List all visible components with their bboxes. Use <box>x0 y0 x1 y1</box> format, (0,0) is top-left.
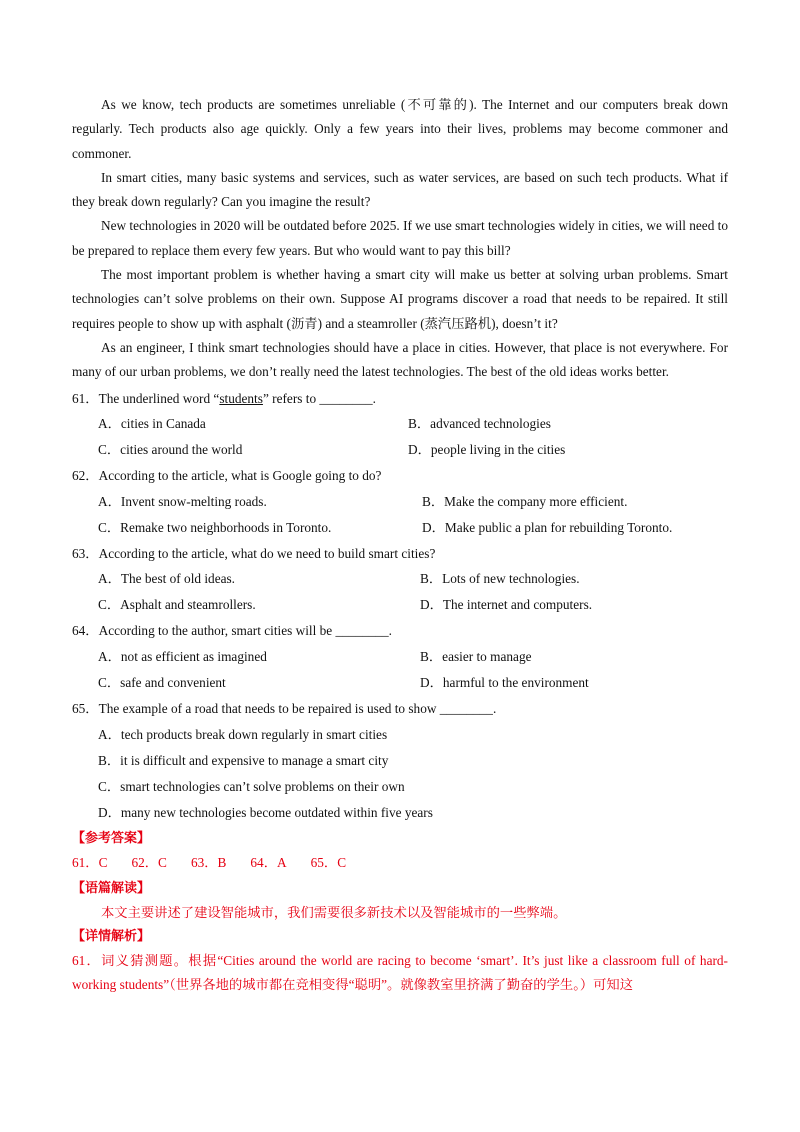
question-62-options-row-1 <box>72 490 728 516</box>
option-62-b: B．Make the company more efficient. <box>422 493 628 509</box>
option-63-d: D．The internet and computers. <box>420 597 593 613</box>
question-61-stem: 61．The underlined word “students” refers to ________. <box>72 390 376 406</box>
option-62-d: D．Make public a plan for rebuilding Toronto. <box>422 519 673 535</box>
paragraph-1: As we know, tech products are sometimes unreliable (不可靠的). The Internet and our computers break down regularly. Tech products also age quickly. Only a few years into their lives, problems may become commoner and commoner. <box>72 97 728 161</box>
question-63-options-row-1 <box>72 567 728 593</box>
option-61-c: C．cities around the world <box>98 442 243 458</box>
question-64-options-row-1 <box>72 645 728 671</box>
question-61-options-row-1 <box>72 412 728 438</box>
answer-61: 61．C <box>72 854 108 870</box>
interpretation-text: 本文主要讲述了建设智能城市，我们需要很多新技术以及智能城市的一些弊端。 <box>101 904 567 920</box>
option-62-c: C．Remake two neighborhoods in Toronto. <box>98 519 332 535</box>
question-64-options-row-2 <box>72 671 728 697</box>
document-page <box>72 93 728 997</box>
question-61-options-row-2 <box>72 438 728 464</box>
question-64-stem: 64．According to the author, smart cities will be ________. <box>72 623 393 639</box>
paragraph-3: New technologies in 2020 will be outdated before 2025. If we use smart technologies widely in cities, we will need to be prepared to replace them every few years. But who would want to pay this bill? <box>72 218 729 258</box>
question-62-options-row-2 <box>72 516 728 542</box>
underlined-word: students <box>219 390 263 406</box>
question-63-stem: 63．According to the article, what do we need to build smart cities? <box>72 545 436 561</box>
analysis-61-text: 61．词义猜测题。根据“Cities around the world are racing to become ‘smart’. It’s just like a classroom full of hard-working students”（世界各地的城市都在竞相变得“聪明”。就像教室里挤满了勤奋的学生。）可知这 <box>72 952 728 992</box>
answer-header: 【参考答案】 <box>72 830 151 846</box>
option-64-a: A．not as efficient as imagined <box>98 648 267 664</box>
option-65-a: A．tech products break down regularly in smart cities <box>98 726 388 742</box>
paragraph-4: The most important problem is whether having a smart city will make us better at solving urban problems. Smart technologies can’t solve problems on their own. Suppose AI programs discover a road that needs to be repaired. It still requires people to show up with asphalt (沥青) and a steamroller (蒸汽压路机), doesn’t it? <box>72 267 728 331</box>
option-63-c: C．Asphalt and steamrollers. <box>98 597 256 613</box>
answer-key <box>72 851 728 877</box>
option-65-b: B．it is difficult and expensive to manage a smart city <box>98 752 389 768</box>
answer-64: 64．A <box>250 854 287 870</box>
option-61-d: D．people living in the cities <box>408 442 566 458</box>
option-61-a: A．cities in Canada <box>98 416 206 432</box>
question-63-options-row-2 <box>72 593 728 619</box>
analysis-header: 【详情解析】 <box>72 928 151 944</box>
option-65-c: C．smart technologies can’t solve problems on their own <box>98 778 405 794</box>
question-62-stem: 62．According to the article, what is Google going to do? <box>72 468 382 484</box>
option-65-d: D．many new technologies become outdated within five years <box>98 804 433 820</box>
option-63-a: A．The best of old ideas. <box>98 571 236 587</box>
paragraph-5: As an engineer, I think smart technologies should have a place in cities. However, that place is not everywhere. For many of our urban problems, we don’t really need the latest technologies. The best of the old ideas works better. <box>72 339 728 380</box>
option-63-b: B．Lots of new technologies. <box>420 571 580 587</box>
option-61-b: B．advanced technologies <box>408 416 551 432</box>
option-64-d: D．harmful to the environment <box>420 674 589 690</box>
answer-62: 62．C <box>131 854 167 870</box>
option-64-c: C．safe and convenient <box>98 674 226 690</box>
option-64-b: B．easier to manage <box>420 648 532 664</box>
answer-63: 63．B <box>190 854 227 870</box>
question-65-stem: 65．The example of a road that needs to be repaired is used to show ________. <box>72 700 497 716</box>
paragraph-2: In smart cities, many basic systems and services, such as water services, are based on such tech products. What if they break down regularly? Can you imagine the result? <box>72 169 728 210</box>
answer-65: 65．C <box>310 854 347 870</box>
interpretation-header: 【语篇解读】 <box>72 880 151 896</box>
option-62-a: A．Invent snow-melting roads. <box>98 493 267 509</box>
